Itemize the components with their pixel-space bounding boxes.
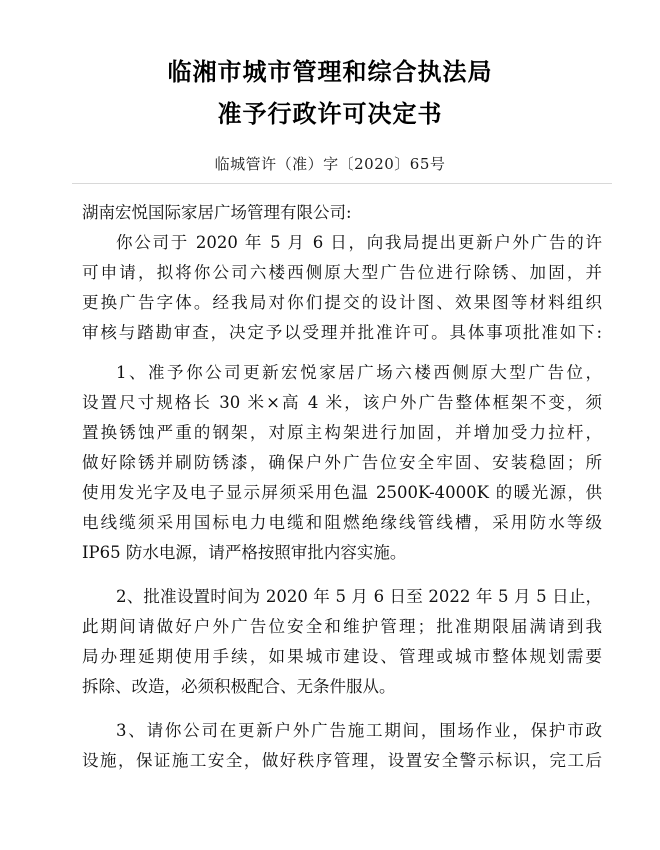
paragraph-line: 此期间请做好户外广告位安全和维护管理；批准期限届满请到我 (82, 617, 602, 636)
paragraph-line: IP65 防水电源，请严格按照审批内容实施。 (82, 543, 407, 562)
paragraph-line: 更换广告字体。经我局对你们提交的设计图、效果图等材料组织 (82, 293, 602, 312)
paragraph-line: 局办理延期使用手续，如果城市建设、管理或城市整体规划需要 (82, 647, 602, 666)
document-body (82, 198, 602, 776)
agency-title: 临湘市城市管理和综合执法局 (167, 58, 493, 86)
paragraph-line: 你公司于 2020 年 5 月 6 日，向我局提出更新户外广告的许 (116, 233, 602, 252)
paragraph-line: 做好除锈并刷防锈漆，确保户外广告位安全牢固、安装稳固；所 (82, 453, 602, 472)
document-type-title: 准予行政许可决定书 (217, 100, 443, 128)
paragraph-line: 设置尺寸规格长 30 米×高 4 米，该户外广告整体框架不变，须 (82, 393, 602, 412)
paragraph-line: 设施，保证施工安全，做好秩序管理，设置安全警示标识，完工后 (82, 751, 602, 770)
item-1-paragraph (82, 358, 602, 568)
paragraph-line: 置换锈蚀严重的钢架，对原主构架进行加固，并增加受力拉杆， (82, 423, 602, 442)
paragraph-line: 2、批准设置时间为 2020 年 5 月 6 日至 2022 年 5 月 5 日止， (116, 587, 602, 606)
addressee: 湖南宏悦国际家居广场管理有限公司: (82, 203, 352, 222)
item-2-paragraph (82, 582, 602, 702)
paragraph-line: 可申请，拟将你公司六楼西侧原大型广告位进行除锈、加固，并 (82, 263, 602, 282)
intro-paragraph (82, 228, 602, 348)
header-divider (72, 183, 612, 184)
document-number: 临城管许（准）字〔2020〕65号 (214, 155, 446, 173)
paragraph-line: 3、请你公司在更新户外广告施工期间，围场作业，保护市政 (116, 721, 602, 740)
item-3-paragraph (82, 716, 602, 776)
paragraph-line: 电线缆须采用国标电力电缆和阻燃绝缘线管线槽，采用防水等级 (82, 513, 602, 532)
paragraph-line: 使用发光字及电子显示屏须采用色温 2500K-4000K 的暖光源，供 (82, 483, 602, 502)
spacer (82, 348, 602, 358)
paragraph-line: 审核与踏勘审查，决定予以受理并批准许可。具体事项批准如下: (82, 323, 602, 342)
spacer (82, 702, 602, 716)
spacer (82, 568, 602, 582)
paragraph-line: 拆除、改造，必须积极配合、无条件服从。 (82, 677, 396, 696)
paragraph-line: 1、准予你公司更新宏悦家居广场六楼西侧原大型广告位， (116, 363, 602, 382)
